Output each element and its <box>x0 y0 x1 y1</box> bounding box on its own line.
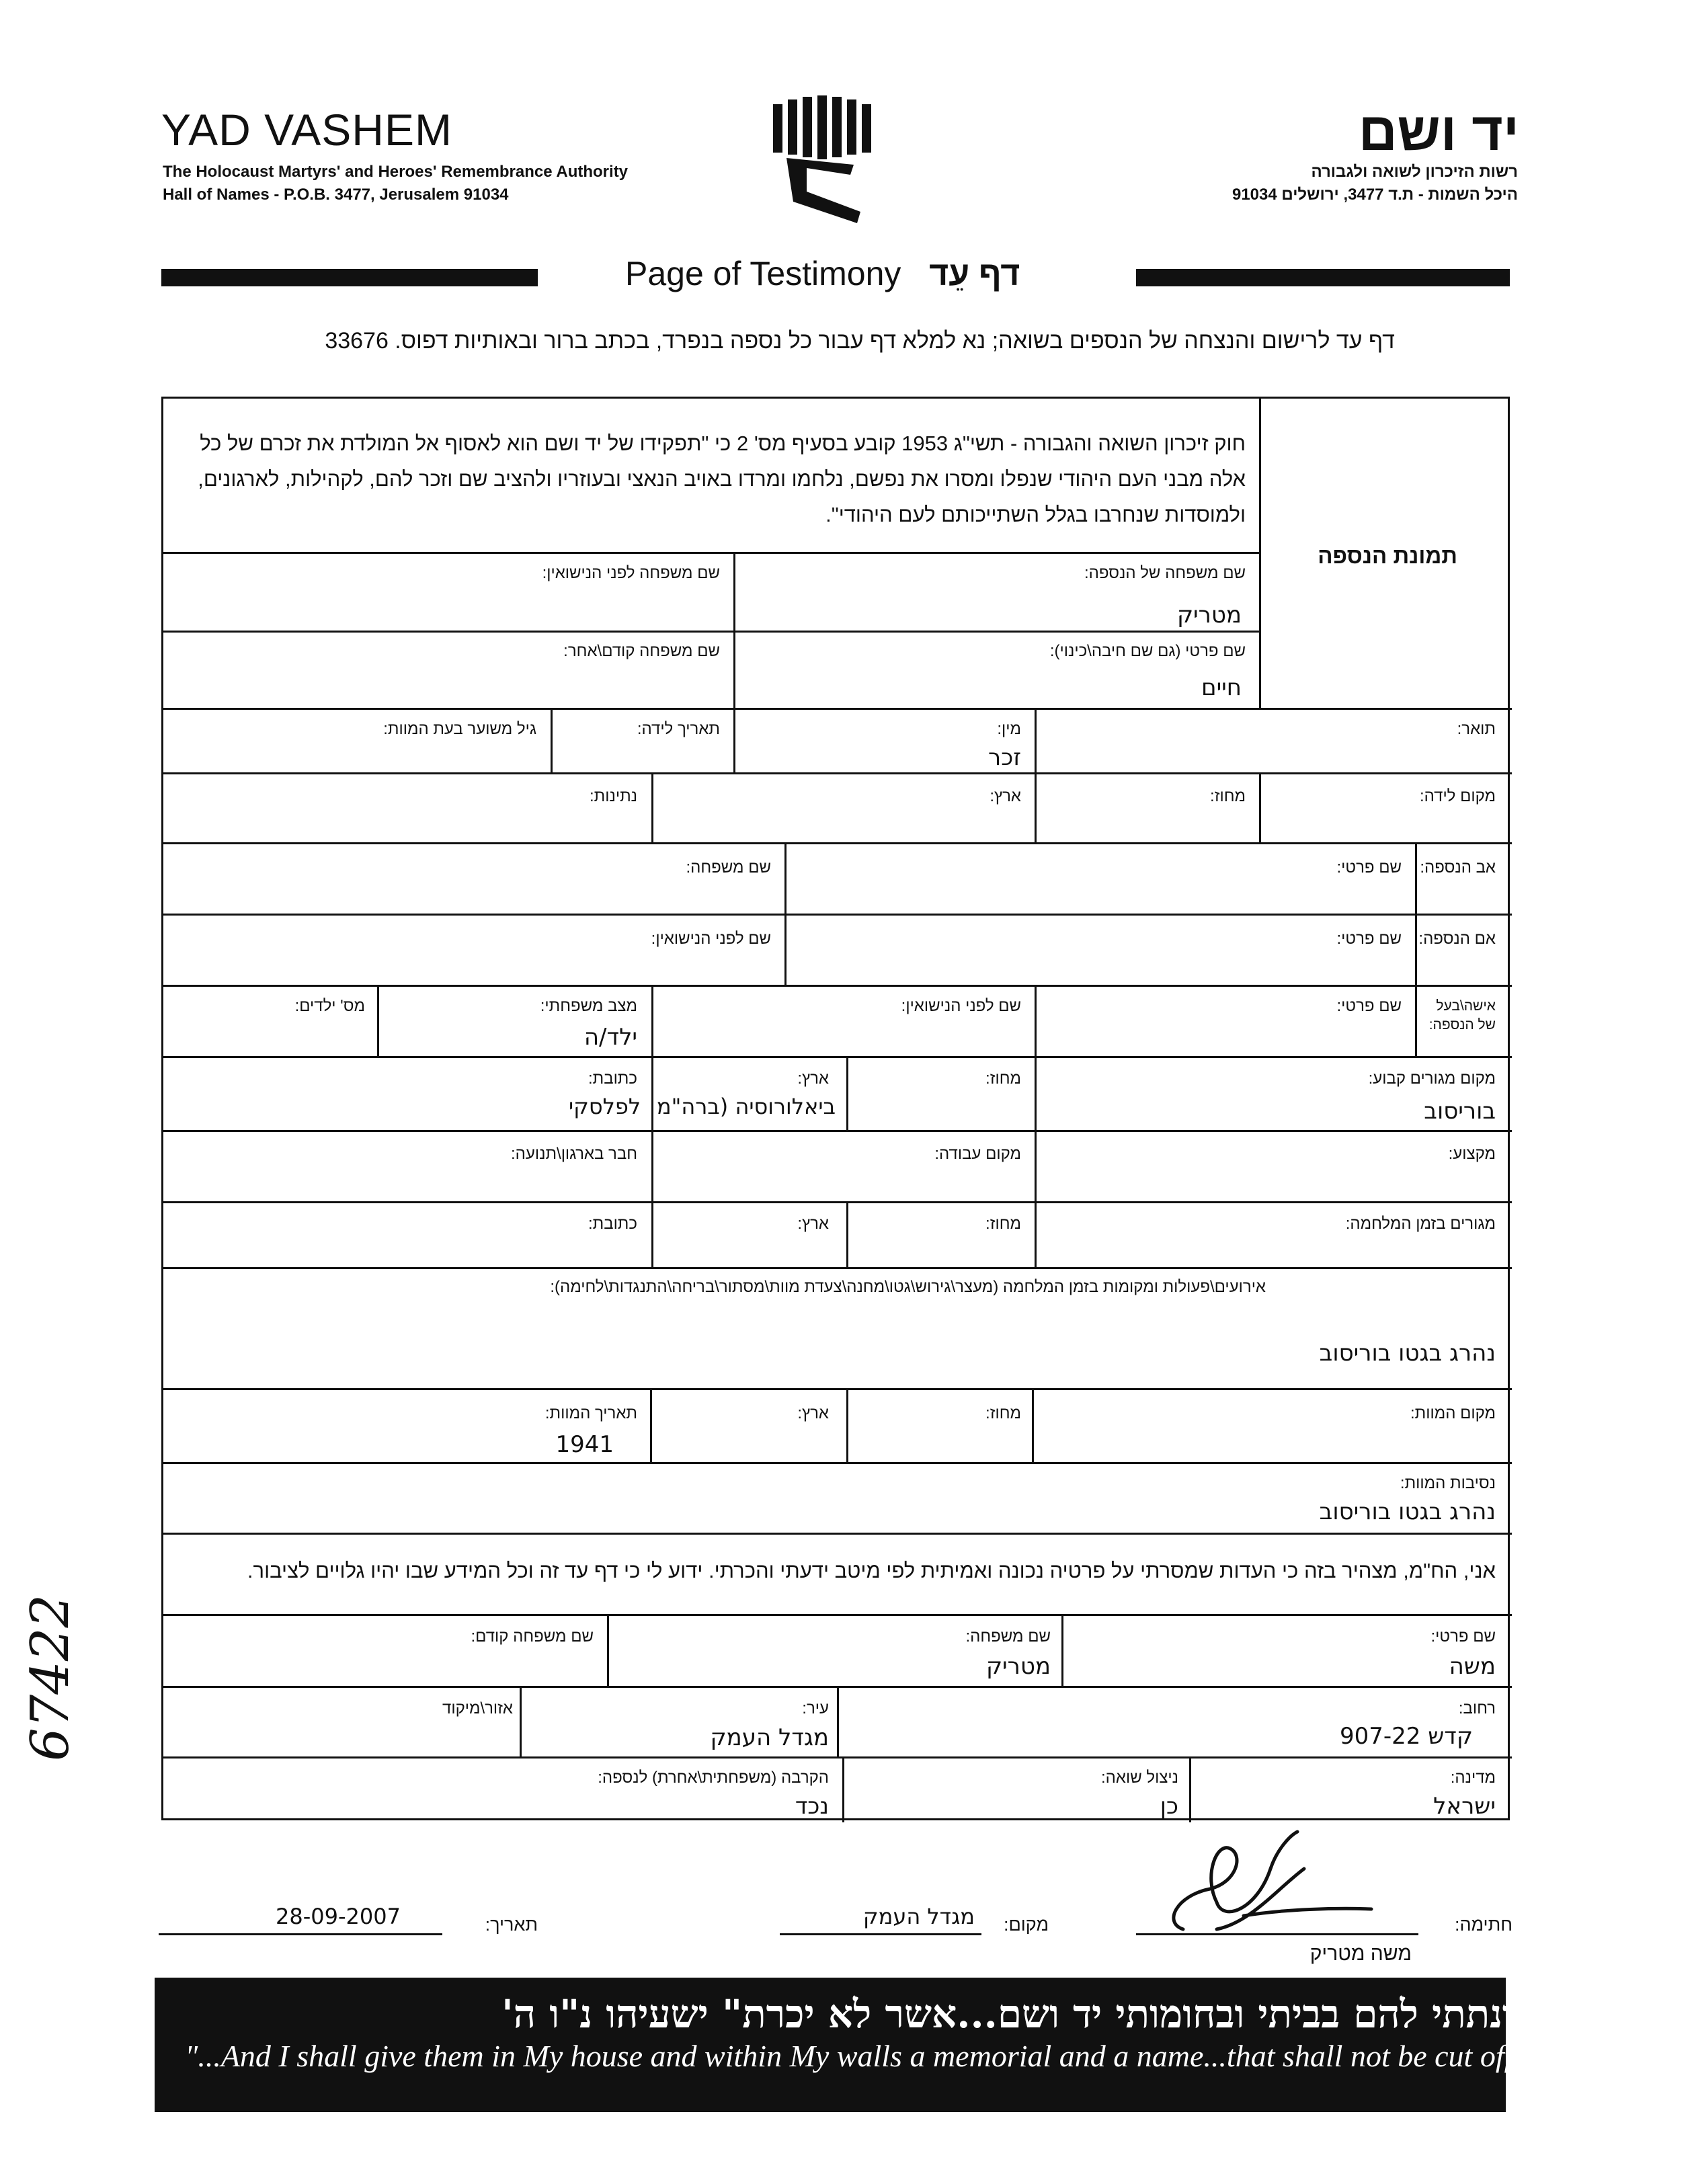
label-death-country: ארץ: <box>797 1404 829 1422</box>
label-death-circumstances: נסיבות המוות: <box>1400 1474 1496 1492</box>
value-residence: בוריסוב <box>1424 1098 1496 1125</box>
handwritten-signature-icon <box>1136 1828 1378 1956</box>
label-wartime-address: כתובת: <box>588 1215 637 1233</box>
label-birth-date: תאריך לידה: <box>637 720 720 738</box>
label-birth-place: מקום לידה: <box>1419 787 1496 805</box>
org-subtitle-en: The Holocaust Martyrs' and Heroes' Remembrance Authority <box>163 163 629 181</box>
org-name-he: יד ושם <box>1358 102 1519 161</box>
label-submitter-family: שם משפחה: <box>965 1627 1051 1646</box>
place-line <box>780 1933 981 1935</box>
value-residence-address: לפלסקי <box>569 1094 641 1119</box>
page-title <box>625 254 1020 293</box>
value-residence-country: ביאלורוסיה (ברה"מ <box>656 1094 836 1119</box>
label-street: רחוב: <box>1458 1699 1496 1717</box>
label-workplace: מקום עבודה: <box>934 1145 1021 1163</box>
declaration-text: אני, הח"מ, מצהיר בזה כי העדות שמסרתי על פרטיה נכונה ואמיתית לפי מיטב ידעתי והכרתי. ידוע לי כי דף עד זה וכל המידע שבו יהיו גלויים לציבור. <box>247 1559 1496 1582</box>
org-subtitle-he: רשות הזיכרון לשואה ולגבורה <box>1311 163 1518 181</box>
label-birth-country: ארץ: <box>990 787 1021 805</box>
label-gender: מין: <box>997 720 1021 738</box>
label-father: אב הנספה: <box>1420 858 1496 877</box>
label-victim-surname: שם משפחה של הנספה: <box>1084 564 1246 582</box>
label-mother: אם הנספה: <box>1418 930 1496 948</box>
label-submitter-first: שם פרטי: <box>1430 1627 1496 1646</box>
label-place: מקום: <box>1003 1914 1049 1935</box>
victim-photo-label: תמונת הנספה <box>1318 543 1457 568</box>
label-wartime-country: ארץ: <box>797 1215 829 1233</box>
org-address-en: Hall of Names - P.O.B. 3477, Jerusalem 91034 <box>163 186 509 204</box>
value-death-date: 1941 <box>555 1431 614 1458</box>
page-title-en: Page of Testimony <box>625 255 901 292</box>
org-address-he: היכל השמות - ת.ד 3477, ירושלים 91034 <box>1232 186 1518 204</box>
label-death-place: מקום המוות: <box>1410 1404 1496 1422</box>
label-events: אירועים\פעולות ומקומות בזמן המלחמה (מעצר\גירוש\גטו\מחנה\צעדת מוות\מסתור\בריחה\התנגדות\לחימה): <box>550 1278 1266 1296</box>
value-submitter-family: מטריק <box>985 1653 1051 1680</box>
title-bar-right <box>1136 269 1510 286</box>
value-street: קדש 907-22 <box>1339 1723 1473 1750</box>
value-events: נהרג בגטו בוריסוב <box>1319 1340 1496 1367</box>
label-father-family-name: שם משפחה: <box>686 858 771 877</box>
label-org-member: חבר בארגון\תנועה: <box>511 1145 637 1163</box>
law-text: חוק זיכרון השואה והגבורה - תשי"ג 1953 קובע בסעיף מס' 2 כי "תפקידו של יד ושם הוא לאסוף אל המולדת את זכרם של כל אלה מבני העם היהודי שנפלו ומסרו את נפשם, נלחמו ומרדו באויב הנאצי ובעוזריו ולהציב שם וזכר להם, לקהילות, לארגונים, ולמוסדות שנחרבו בגלל השתייכותם לעם היהודי". <box>198 432 1246 526</box>
label-death-date: תאריך המוות: <box>544 1404 637 1422</box>
page-title-he: דף עֵד <box>929 255 1020 292</box>
label-age-at-death: גיל משוער בעת המוות: <box>383 720 536 738</box>
label-father-given-name: שם פרטי: <box>1336 858 1402 877</box>
value-first-name: חיים <box>1201 674 1242 701</box>
label-spouse-given-name: שם פרטי: <box>1336 997 1402 1015</box>
label-spouse: אישה\בעל של הנספה: <box>1428 998 1496 1033</box>
value-relation: נכד <box>795 1793 829 1820</box>
form-instructions: דף עד לרישום והנצחה של הנספים בשואה; נא למלא דף עבור כל נספה בנפרד, בכתב ברור ובאותיות דפוס. 33676 <box>325 328 1395 354</box>
quote-english: "...And I shall give them in My house and within My walls a memorial and a name...that shall not be cut off" Isaiah 56:5 <box>185 2039 1676 2073</box>
label-birth-district: מחוז: <box>1210 787 1246 805</box>
label-prev-name: שם משפחה קודם\אחר: <box>563 642 720 660</box>
label-mother-maiden: שם לפני הנישואין: <box>651 930 771 948</box>
label-death-district: מחוז: <box>985 1404 1021 1422</box>
label-first-name: שם פרטי (גם שם חיבה\כינוי): <box>1049 642 1246 660</box>
value-victim-surname: מטריק <box>1176 602 1242 629</box>
label-profession: מקצוע: <box>1448 1145 1496 1163</box>
org-name-en: YAD VASHEM <box>161 105 452 155</box>
label-num-children: מס' ילדים: <box>294 997 365 1015</box>
label-relation: הקרבה (משפחתית\אחרת) לנספה: <box>598 1769 829 1787</box>
title-bar-left <box>161 269 538 286</box>
label-city: עיר: <box>802 1699 829 1717</box>
label-wartime-district: מחוז: <box>985 1215 1021 1233</box>
label-mother-given-name: שם פרטי: <box>1336 930 1402 948</box>
value-survivor: כן <box>1160 1793 1178 1820</box>
label-wartime-residence: מגורים בזמן המלחמה: <box>1345 1215 1496 1233</box>
value-place: מגדל העמק <box>862 1904 975 1929</box>
value-death-circumstances: נהרג בגטו בוריסוב <box>1319 1498 1496 1525</box>
label-spouse-before-marriage: שם לפני הנישואין: <box>901 997 1021 1015</box>
label-residence: מקום מגורים קבוע: <box>1368 1069 1496 1088</box>
signer-name: משה מטריק <box>1309 1943 1412 1965</box>
value-city: מגדל העמק <box>710 1724 829 1751</box>
value-gender: זכר <box>988 744 1021 771</box>
value-date: 28-09-2007 <box>276 1904 401 1929</box>
label-family-status: מצב משפחתי: <box>540 997 637 1015</box>
label-title: תואר: <box>1457 720 1496 738</box>
label-residence-district: מחוז: <box>985 1069 1021 1088</box>
label-state: מדינה: <box>1450 1769 1496 1787</box>
label-survivor: ניצול שואה: <box>1101 1769 1178 1787</box>
label-maiden-name: שם משפחה לפני הנישואין: <box>542 564 720 582</box>
yad-vashem-logo-icon <box>766 94 881 229</box>
quote-hebrew: "ונתתי להם בביתי ובחומותי יד ושם...אשר לא יכרת" ישעיהו נ"ו ה' <box>501 1991 1533 2037</box>
label-signature: חתימה: <box>1454 1914 1513 1935</box>
date-line <box>159 1933 442 1935</box>
label-residence-country: ארץ: <box>797 1069 829 1088</box>
value-state: ישראל <box>1433 1793 1496 1820</box>
label-zip: אזור\מיקוד <box>442 1699 513 1717</box>
label-residence-address: כתובת: <box>588 1069 637 1088</box>
label-submitter-prev: שם משפחה קודם: <box>471 1627 594 1646</box>
label-nationality: נתינות: <box>590 787 637 805</box>
value-family-status: ילד/ה <box>583 1024 637 1051</box>
label-date: תאריך: <box>485 1914 538 1935</box>
testimony-form <box>161 397 1510 1820</box>
value-submitter-first: משה <box>1449 1653 1496 1680</box>
margin-handwritten-number: 67422 <box>20 1594 81 1761</box>
